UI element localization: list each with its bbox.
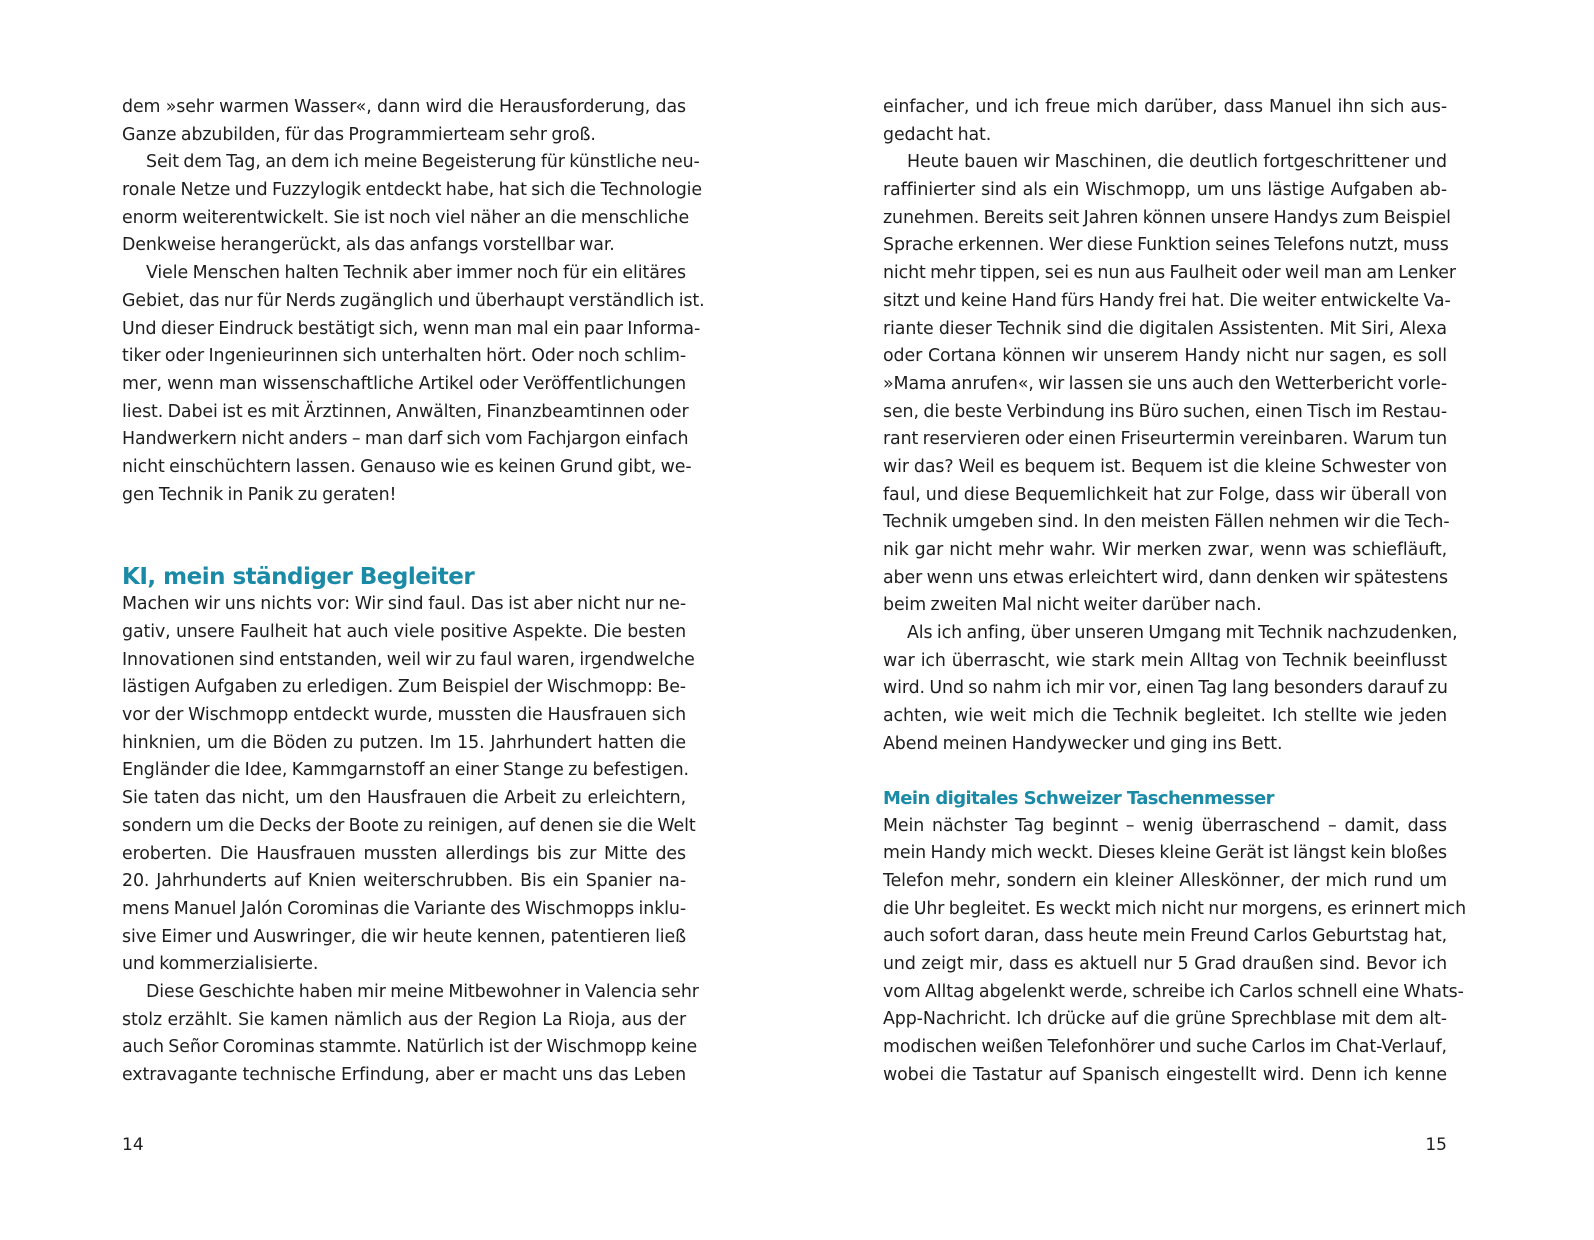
text-line: mens Manuel Jalón Corominas die Variante des Wischmopps inklu- (122, 898, 686, 919)
text-line: Ganze abzubilden, für das Programmierteam sehr groß. (122, 124, 596, 145)
text-line: wir das? Weil es bequem ist. Bequem ist die kleine Schwester von (883, 456, 1447, 477)
paragraph (122, 149, 703, 260)
text-line: sondern um die Decks der Boote zu reinigen, auf denen sie die Welt (122, 815, 696, 836)
text-line: sive Eimer und Auswringer, die wir heute kennen, patentieren ließ (122, 926, 686, 947)
text-line: liest. Dabei ist es mit Ärztinnen, Anwälten, Finanzbeamtinnen oder (122, 401, 689, 422)
text-line: sen, die beste Verbindung ins Büro suchen, einen Tisch im Restau- (883, 401, 1447, 422)
text-line: beim zweiten Mal nicht weiter darüber nach. (883, 595, 1262, 616)
text-line: vom Alltag abgelenkt werde, schreibe ich Carlos schnell eine Whats- (883, 981, 1464, 1002)
text-line: Diese Geschichte haben mir meine Mitbewohner in Valencia sehr (146, 981, 699, 1002)
text-line: und zeigt mir, dass es aktuell nur 5 Grad draußen sind. Bevor ich (883, 953, 1447, 974)
text-line: tiker oder Ingenieurinnen sich unterhalten hört. Oder noch schlim- (122, 346, 686, 367)
text-line: vor der Wischmopp entdeckt wurde, mussten die Hausfrauen sich (122, 705, 686, 726)
text-line: achten, wie weit mich die Technik begleitet. Ich stellte wie jeden (883, 706, 1447, 727)
text-line: Und dieser Eindruck bestätigt sich, wenn man mal ein paar Informa- (122, 318, 701, 339)
text-line: gedacht hat. (883, 124, 992, 145)
text-line: die Uhr begleitet. Es weckt mich nicht nur morgens, es erinnert mich (883, 898, 1466, 919)
text-line: dem »sehr warmen Wasser«, dann wird die Herausforderung, das (122, 97, 686, 117)
text-line: riante dieser Technik sind die digitalen Assistenten. Mit Siri, Alexa (883, 318, 1447, 339)
text-line: »Mama anrufen«, wir lassen sie uns auch den Wetterbericht vorle- (883, 373, 1447, 394)
text-line: ronale Netze und Fuzzylogik entdeckt habe, hat sich die Technologie (122, 180, 703, 201)
text-line: oder Cortana können wir unserem Handy nicht nur sagen, es soll (883, 346, 1447, 367)
page-right (883, 94, 1466, 1089)
text-line: Seit dem Tag, an dem ich meine Begeisterung für künstliche neu- (146, 152, 700, 173)
text-line: faul, und diese Bequemlichkeit hat zur Folge, dass wir überall von (883, 484, 1447, 505)
text-line: rant reservieren oder einen Friseurtermin vereinbaren. Warum tun (883, 429, 1447, 450)
section-heading: Mein digitales Schweizer Taschenmesser (883, 787, 1274, 809)
paragraph (122, 260, 705, 509)
text-line: war ich überrascht, wie stark mein Alltag von Technik beeinflusst (883, 650, 1447, 671)
text-line: Als ich anfing, über unseren Umgang mit Technik nachzudenken, (907, 623, 1458, 644)
paragraph (883, 149, 1456, 620)
text-line: gativ, unsere Faulheit hat auch viele positive Aspekte. Die besten (122, 622, 686, 642)
text-line: modischen weißen Telefonhörer und suche Carlos im Chat-Verlauf, (883, 1037, 1447, 1057)
text-line: mein Handy mich weckt. Dieses kleine Gerät ist längst kein bloßes (883, 843, 1447, 864)
paragraph (122, 94, 686, 149)
text-line: auch sofort daran, dass heute mein Freund Carlos Geburtstag hat, (883, 926, 1447, 947)
text-line: 20. Jahrhunderts auf Knien weiterschrubben. Bis ein Spanier na- (122, 871, 686, 892)
text-line: Innovationen sind entstanden, weil wir zu faul waren, irgendwelche (122, 649, 695, 670)
text-line: einfacher, und ich freue mich darüber, dass Manuel ihn sich aus- (883, 97, 1447, 117)
page-left (122, 94, 705, 1090)
text-line: nicht mehr tippen, sei es nun aus Faulheit oder weil man am Lenker (883, 263, 1456, 284)
text-line: Sie taten das nicht, um den Hausfrauen die Arbeit zu erleichtern, (122, 788, 686, 809)
text-line: zunehmen. Bereits seit Jahren können unsere Handys zum Beispiel (883, 207, 1451, 228)
paragraph (122, 979, 699, 1090)
text-line: auch Señor Corominas stammte. Natürlich ist der Wischmopp keine (122, 1037, 698, 1058)
text-line: Engländer die Idee, Kammgarnstoff an einer Stange zu befestigen. (122, 760, 689, 781)
text-line: eroberten. Die Hausfrauen mussten allerdings bis zur Mitte des (122, 843, 686, 864)
text-line: sitzt und keine Hand fürs Handy frei hat. Die weiter entwickelte Va- (883, 290, 1451, 311)
paragraph (883, 94, 1447, 149)
text-line: hinknien, um die Böden zu putzen. Im 15. Jahrhundert hatten die (122, 732, 686, 753)
text-line: und kommerzialisierte. (122, 954, 319, 975)
paragraph (883, 620, 1458, 758)
text-line: lästigen Aufgaben zu erledigen. Zum Beispiel der Wischmopp: Be- (122, 677, 686, 698)
text-line: Handwerkern nicht anders – man darf sich vom Fachjargon einfach (122, 429, 689, 450)
text-line: Viele Menschen halten Technik aber immer noch für ein elitäres (146, 263, 686, 284)
text-line: aber wenn uns etwas erleichtert wird, dann denken wir spätestens (883, 567, 1448, 588)
text-line: Technik umgeben sind. In den meisten Fällen nehmen wir die Tech- (883, 512, 1450, 533)
text-line: nik gar nicht mehr wahr. Wir merken zwar, wenn was schiefläuft, (883, 540, 1447, 560)
text-line: Machen wir uns nichts vor: Wir sind faul. Das ist aber nicht nur ne- (122, 594, 686, 615)
text-line: Sprache erkennen. Wer diese Funktion seines Telefons nutzt, muss (883, 235, 1449, 256)
text-line: gen Technik in Panik zu geraten! (122, 484, 397, 505)
text-line: enorm weiterentwickelt. Sie ist noch viel näher an die menschliche (122, 207, 690, 228)
text-line: stolz erzählt. Sie kamen nämlich aus der Region La Rioja, aus der (122, 1009, 686, 1030)
text-line: extravagante technische Erfindung, aber er macht uns das Leben (122, 1065, 686, 1085)
paragraph (122, 591, 696, 979)
text-line: nicht einschüchtern lassen. Genauso wie es keinen Grund gibt, we- (122, 456, 692, 477)
text-line: raffinierter sind als ein Wischmopp, um uns lästige Aufgaben ab- (883, 180, 1447, 201)
text-line: Mein nächster Tag beginnt – wenig überraschend – damit, dass (883, 815, 1447, 836)
page-number-right: 15 (1425, 1135, 1447, 1155)
text-line: App-Nachricht. Ich drücke auf die grüne Sprechblase mit dem alt- (883, 1009, 1447, 1030)
text-line: wobei die Tastatur auf Spanisch eingestellt wird. Denn ich kenne (883, 1064, 1447, 1085)
text-line: Abend meinen Handywecker und ging ins Bett. (883, 733, 1283, 754)
text-line: Denkweise herangerückt, als das anfangs vorstellbar war. (122, 235, 615, 256)
text-line: wird. Und so nahm ich mir vor, einen Tag lang besonders darauf zu (883, 678, 1448, 699)
section-heading: KI, mein ständiger Begleiter (122, 564, 475, 591)
page-number-left: 14 (122, 1135, 144, 1155)
text-line: Gebiet, das nur für Nerds zugänglich und überhaupt verständlich ist. (122, 290, 705, 311)
text-line: Heute bauen wir Maschinen, die deutlich fortgeschrittener und (907, 152, 1447, 173)
text-line: Telefon mehr, sondern ein kleiner Alleskönner, der mich rund um (883, 870, 1447, 891)
text-line: mer, wenn man wissenschaftliche Artikel oder Veröffentlichungen (122, 373, 686, 394)
paragraph (883, 813, 1466, 1090)
